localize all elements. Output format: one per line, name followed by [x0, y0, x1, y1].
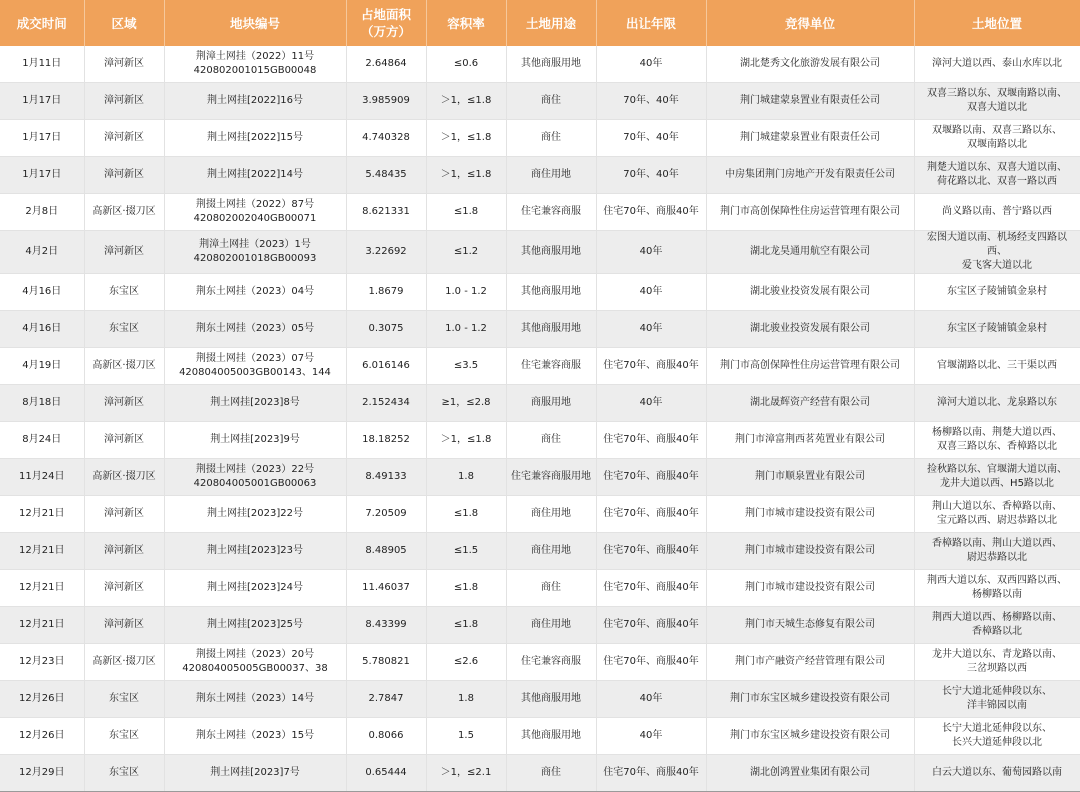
table-row: [0, 755, 1080, 792]
cell-date: 12月29日: [0, 755, 84, 792]
cell-code: 荆土网挂[2023]7号: [164, 755, 346, 792]
cell-use: 商住: [506, 755, 596, 792]
cell-location: 龙井大道以东、青龙路以南、 三岔坝路以西: [914, 644, 1080, 681]
cell-size: 3.985909: [346, 83, 426, 120]
cell-date: 2月8日: [0, 194, 84, 231]
cell-size: 4.740328: [346, 120, 426, 157]
cell-far: 1.0 - 1.2: [426, 311, 506, 348]
cell-date: 12月21日: [0, 570, 84, 607]
cell-area: 高新区·掇刀区: [84, 459, 164, 496]
cell-code: 荆漳土网挂（2023）1号 420802001018GB00093: [164, 231, 346, 274]
cell-area: 漳河新区: [84, 533, 164, 570]
cell-term: 住宅70年、商服40年: [596, 348, 706, 385]
cell-date: 12月21日: [0, 533, 84, 570]
cell-date: 4月2日: [0, 231, 84, 274]
cell-winner: 荆门市城市建设投资有限公司: [706, 533, 914, 570]
cell-far: 1.0 - 1.2: [426, 274, 506, 311]
cell-date: 1月17日: [0, 157, 84, 194]
cell-area: 高新区·掇刀区: [84, 348, 164, 385]
cell-size: 1.8679: [346, 274, 426, 311]
cell-size: 5.780821: [346, 644, 426, 681]
cell-location: 荆山大道以东、香樟路以南、 宝元路以西、尉迟恭路以北: [914, 496, 1080, 533]
cell-size: 0.8066: [346, 718, 426, 755]
cell-code: 荆土网挂[2023]25号: [164, 607, 346, 644]
cell-location: 捡秋路以东、官堰湖大道以南、 龙井大道以西、H5路以北: [914, 459, 1080, 496]
cell-winner: 荆门市东宝区城乡建设投资有限公司: [706, 681, 914, 718]
cell-winner: 荆门市顺泉置业有限公司: [706, 459, 914, 496]
cell-date: 1月17日: [0, 83, 84, 120]
table-row: [0, 681, 1080, 718]
cell-winner: 湖北楚秀文化旅游发展有限公司: [706, 46, 914, 83]
cell-location: 双堰路以南、双喜三路以东、 双堰南路以北: [914, 120, 1080, 157]
cell-date: 1月11日: [0, 46, 84, 83]
cell-size: 2.64864: [346, 46, 426, 83]
cell-location: 长宁大道北延伸段以东、 长兴大道延伸段以北: [914, 718, 1080, 755]
cell-date: 1月17日: [0, 120, 84, 157]
cell-code: 荆漳土网挂（2022）11号 420802001015GB00048: [164, 46, 346, 83]
header-area: 区域: [84, 0, 164, 46]
cell-use: 其他商服用地: [506, 311, 596, 348]
cell-code: 荆东土网挂（2023）15号: [164, 718, 346, 755]
cell-far: ≥1，≤2.8: [426, 385, 506, 422]
cell-term: 40年: [596, 311, 706, 348]
cell-code: 荆土网挂[2023]9号: [164, 422, 346, 459]
cell-use: 其他商服用地: [506, 46, 596, 83]
cell-code: 荆东土网挂（2023）05号: [164, 311, 346, 348]
cell-location: 荆西大道以东、双西四路以西、 杨柳路以南: [914, 570, 1080, 607]
cell-term: 70年、40年: [596, 83, 706, 120]
cell-far: ≤1.8: [426, 607, 506, 644]
cell-area: 高新区·掇刀区: [84, 194, 164, 231]
cell-code: 荆土网挂[2023]24号: [164, 570, 346, 607]
cell-size: 3.22692: [346, 231, 426, 274]
cell-term: 40年: [596, 274, 706, 311]
cell-code: 荆掇土网挂（2023）07号 420804005003GB00143、144: [164, 348, 346, 385]
cell-area: 东宝区: [84, 274, 164, 311]
cell-date: 8月24日: [0, 422, 84, 459]
cell-location: 双喜三路以东、双堰南路以南、 双喜大道以北: [914, 83, 1080, 120]
cell-term: 住宅70年、商服40年: [596, 459, 706, 496]
cell-area: 东宝区: [84, 718, 164, 755]
table-row: [0, 570, 1080, 607]
cell-location: 宏图大道以南、机场经支四路以西、 爱飞客大道以北: [914, 231, 1080, 274]
cell-term: 住宅70年、商服40年: [596, 194, 706, 231]
cell-winner: 荆门市高创保障性住房运营管理有限公司: [706, 194, 914, 231]
cell-size: 7.20509: [346, 496, 426, 533]
table-row: [0, 644, 1080, 681]
cell-use: 其他商服用地: [506, 274, 596, 311]
cell-date: 12月26日: [0, 718, 84, 755]
table-row: [0, 311, 1080, 348]
cell-code: 荆掇土网挂（2023）20号 420804005005GB00037、38: [164, 644, 346, 681]
cell-term: 40年: [596, 46, 706, 83]
cell-winner: 湖北晟辉资产经营有限公司: [706, 385, 914, 422]
cell-use: 商住: [506, 422, 596, 459]
cell-use: 其他商服用地: [506, 231, 596, 274]
cell-far: ≤0.6: [426, 46, 506, 83]
cell-area: 漳河新区: [84, 570, 164, 607]
cell-location: 香樟路以南、荆山大道以西、 尉迟恭路以北: [914, 533, 1080, 570]
table-row: [0, 231, 1080, 274]
cell-term: 70年、40年: [596, 157, 706, 194]
cell-date: 4月16日: [0, 311, 84, 348]
cell-term: 70年、40年: [596, 120, 706, 157]
cell-term: 住宅70年、商服40年: [596, 533, 706, 570]
cell-code: 荆土网挂[2022]16号: [164, 83, 346, 120]
cell-far: ＞1，≤1.8: [426, 83, 506, 120]
cell-date: 12月21日: [0, 496, 84, 533]
table-row: [0, 274, 1080, 311]
cell-location: 长宁大道北延伸段以东、 洋丰锦园以南: [914, 681, 1080, 718]
table-row: [0, 422, 1080, 459]
table-header-row: [0, 0, 1080, 46]
cell-size: 8.43399: [346, 607, 426, 644]
cell-code: 荆掇土网挂（2022）87号 420802002040GB00071: [164, 194, 346, 231]
table-row: [0, 533, 1080, 570]
cell-location: 荆西大道以西、杨柳路以南、 香樟路以北: [914, 607, 1080, 644]
cell-date: 4月16日: [0, 274, 84, 311]
cell-far: 1.8: [426, 459, 506, 496]
cell-term: 40年: [596, 681, 706, 718]
header-use: 土地用途: [506, 0, 596, 46]
cell-code: 荆东土网挂（2023）04号: [164, 274, 346, 311]
cell-use: 商住: [506, 83, 596, 120]
cell-far: ≤2.6: [426, 644, 506, 681]
cell-date: 8月18日: [0, 385, 84, 422]
cell-winner: 湖北创鸿置业集团有限公司: [706, 755, 914, 792]
cell-far: ≤3.5: [426, 348, 506, 385]
cell-winner: 荆门市东宝区城乡建设投资有限公司: [706, 718, 914, 755]
cell-date: 4月19日: [0, 348, 84, 385]
cell-far: ＞1，≤1.8: [426, 157, 506, 194]
cell-use: 住宅兼容商服用地: [506, 459, 596, 496]
header-date: 成交时间: [0, 0, 84, 46]
cell-area: 漳河新区: [84, 46, 164, 83]
cell-far: ≤1.8: [426, 570, 506, 607]
table-row: [0, 459, 1080, 496]
cell-term: 住宅70年、商服40年: [596, 570, 706, 607]
cell-date: 12月26日: [0, 681, 84, 718]
cell-use: 商住用地: [506, 157, 596, 194]
cell-winner: 荆门市漳富荆西茗苑置业有限公司: [706, 422, 914, 459]
cell-far: 1.5: [426, 718, 506, 755]
cell-size: 8.49133: [346, 459, 426, 496]
cell-code: 荆东土网挂（2023）14号: [164, 681, 346, 718]
cell-winner: 荆门市城市建设投资有限公司: [706, 496, 914, 533]
cell-area: 漳河新区: [84, 496, 164, 533]
cell-location: 杨柳路以南、荆楚大道以西、 双喜三路以东、香樟路以北: [914, 422, 1080, 459]
cell-far: ＞1，≤1.8: [426, 120, 506, 157]
cell-use: 住宅兼容商服: [506, 348, 596, 385]
header-winner: 竞得单位: [706, 0, 914, 46]
cell-area: 漳河新区: [84, 607, 164, 644]
cell-area: 漳河新区: [84, 422, 164, 459]
table-row: [0, 607, 1080, 644]
cell-area: 漳河新区: [84, 157, 164, 194]
cell-location: 白云大道以东、葡萄园路以南: [914, 755, 1080, 792]
cell-winner: 中房集团荆门房地产开发有限责任公司: [706, 157, 914, 194]
cell-far: ≤1.8: [426, 194, 506, 231]
table-row: [0, 348, 1080, 385]
cell-use: 商住用地: [506, 533, 596, 570]
cell-use: 商服用地: [506, 385, 596, 422]
cell-use: 住宅兼容商服: [506, 194, 596, 231]
table-row: [0, 120, 1080, 157]
cell-location: 荆楚大道以东、双喜大道以南、 荷花路以北、双喜一路以西: [914, 157, 1080, 194]
cell-area: 东宝区: [84, 681, 164, 718]
cell-term: 40年: [596, 231, 706, 274]
cell-far: ≤1.8: [426, 496, 506, 533]
table-row: [0, 157, 1080, 194]
cell-area: 东宝区: [84, 311, 164, 348]
header-far: 容积率: [426, 0, 506, 46]
header-size: 占地面积 （万方）: [346, 0, 426, 46]
header-location: 土地位置: [914, 0, 1080, 46]
cell-size: 6.016146: [346, 348, 426, 385]
cell-size: 2.152434: [346, 385, 426, 422]
cell-far: 1.8: [426, 681, 506, 718]
cell-code: 荆土网挂[2022]14号: [164, 157, 346, 194]
cell-location: 漳河大道以西、泰山水库以北: [914, 46, 1080, 83]
cell-term: 住宅70年、商服40年: [596, 644, 706, 681]
cell-size: 8.48905: [346, 533, 426, 570]
cell-area: 东宝区: [84, 755, 164, 792]
cell-winner: 荆门市高创保障性住房运营管理有限公司: [706, 348, 914, 385]
cell-winner: 荆门市产融资产经营管理有限公司: [706, 644, 914, 681]
cell-use: 其他商服用地: [506, 718, 596, 755]
table-row: [0, 496, 1080, 533]
cell-area: 漳河新区: [84, 385, 164, 422]
cell-location: 官堰湖路以北、三干渠以西: [914, 348, 1080, 385]
cell-code: 荆土网挂[2022]15号: [164, 120, 346, 157]
cell-winner: 湖北龙昊通用航空有限公司: [706, 231, 914, 274]
cell-use: 商住: [506, 120, 596, 157]
header-code: 地块编号: [164, 0, 346, 46]
cell-winner: 湖北骏业投资发展有限公司: [706, 274, 914, 311]
header-term: 出让年限: [596, 0, 706, 46]
cell-area: 漳河新区: [84, 231, 164, 274]
cell-winner: 荆门城建蒙泉置业有限责任公司: [706, 83, 914, 120]
table-row: [0, 718, 1080, 755]
cell-date: 12月23日: [0, 644, 84, 681]
cell-far: ≤1.2: [426, 231, 506, 274]
cell-winner: 湖北骏业投资发展有限公司: [706, 311, 914, 348]
cell-far: ＞1，≤1.8: [426, 422, 506, 459]
cell-winner: 荆门城建蒙泉置业有限责任公司: [706, 120, 914, 157]
cell-location: 漳河大道以北、龙泉路以东: [914, 385, 1080, 422]
cell-use: 住宅兼容商服: [506, 644, 596, 681]
table-row: [0, 83, 1080, 120]
cell-use: 其他商服用地: [506, 681, 596, 718]
cell-size: 2.7847: [346, 681, 426, 718]
cell-term: 住宅70年、商服40年: [596, 755, 706, 792]
cell-term: 住宅70年、商服40年: [596, 496, 706, 533]
cell-location: 尚义路以南、普宁路以西: [914, 194, 1080, 231]
cell-use: 商住用地: [506, 607, 596, 644]
cell-area: 高新区·掇刀区: [84, 644, 164, 681]
cell-size: 0.65444: [346, 755, 426, 792]
cell-term: 住宅70年、商服40年: [596, 422, 706, 459]
cell-winner: 荆门市天城生态修复有限公司: [706, 607, 914, 644]
table-row: [0, 194, 1080, 231]
cell-area: 漳河新区: [84, 120, 164, 157]
cell-far: ＞1，≤2.1: [426, 755, 506, 792]
cell-size: 11.46037: [346, 570, 426, 607]
cell-far: ≤1.5: [426, 533, 506, 570]
cell-code: 荆土网挂[2023]8号: [164, 385, 346, 422]
cell-term: 40年: [596, 385, 706, 422]
cell-location: 东宝区子陵铺镇金泉村: [914, 311, 1080, 348]
cell-size: 8.621331: [346, 194, 426, 231]
cell-date: 12月21日: [0, 607, 84, 644]
cell-code: 荆土网挂[2023]23号: [164, 533, 346, 570]
cell-size: 0.3075: [346, 311, 426, 348]
cell-code: 荆掇土网挂（2023）22号 420804005001GB00063: [164, 459, 346, 496]
cell-use: 商住用地: [506, 496, 596, 533]
table-row: [0, 385, 1080, 422]
cell-area: 漳河新区: [84, 83, 164, 120]
cell-location: 东宝区子陵铺镇金泉村: [914, 274, 1080, 311]
table-row: [0, 46, 1080, 83]
cell-term: 住宅70年、商服40年: [596, 607, 706, 644]
cell-code: 荆土网挂[2023]22号: [164, 496, 346, 533]
cell-size: 5.48435: [346, 157, 426, 194]
cell-use: 商住: [506, 570, 596, 607]
cell-date: 11月24日: [0, 459, 84, 496]
cell-term: 40年: [596, 718, 706, 755]
cell-winner: 荆门市城市建设投资有限公司: [706, 570, 914, 607]
cell-size: 18.18252: [346, 422, 426, 459]
